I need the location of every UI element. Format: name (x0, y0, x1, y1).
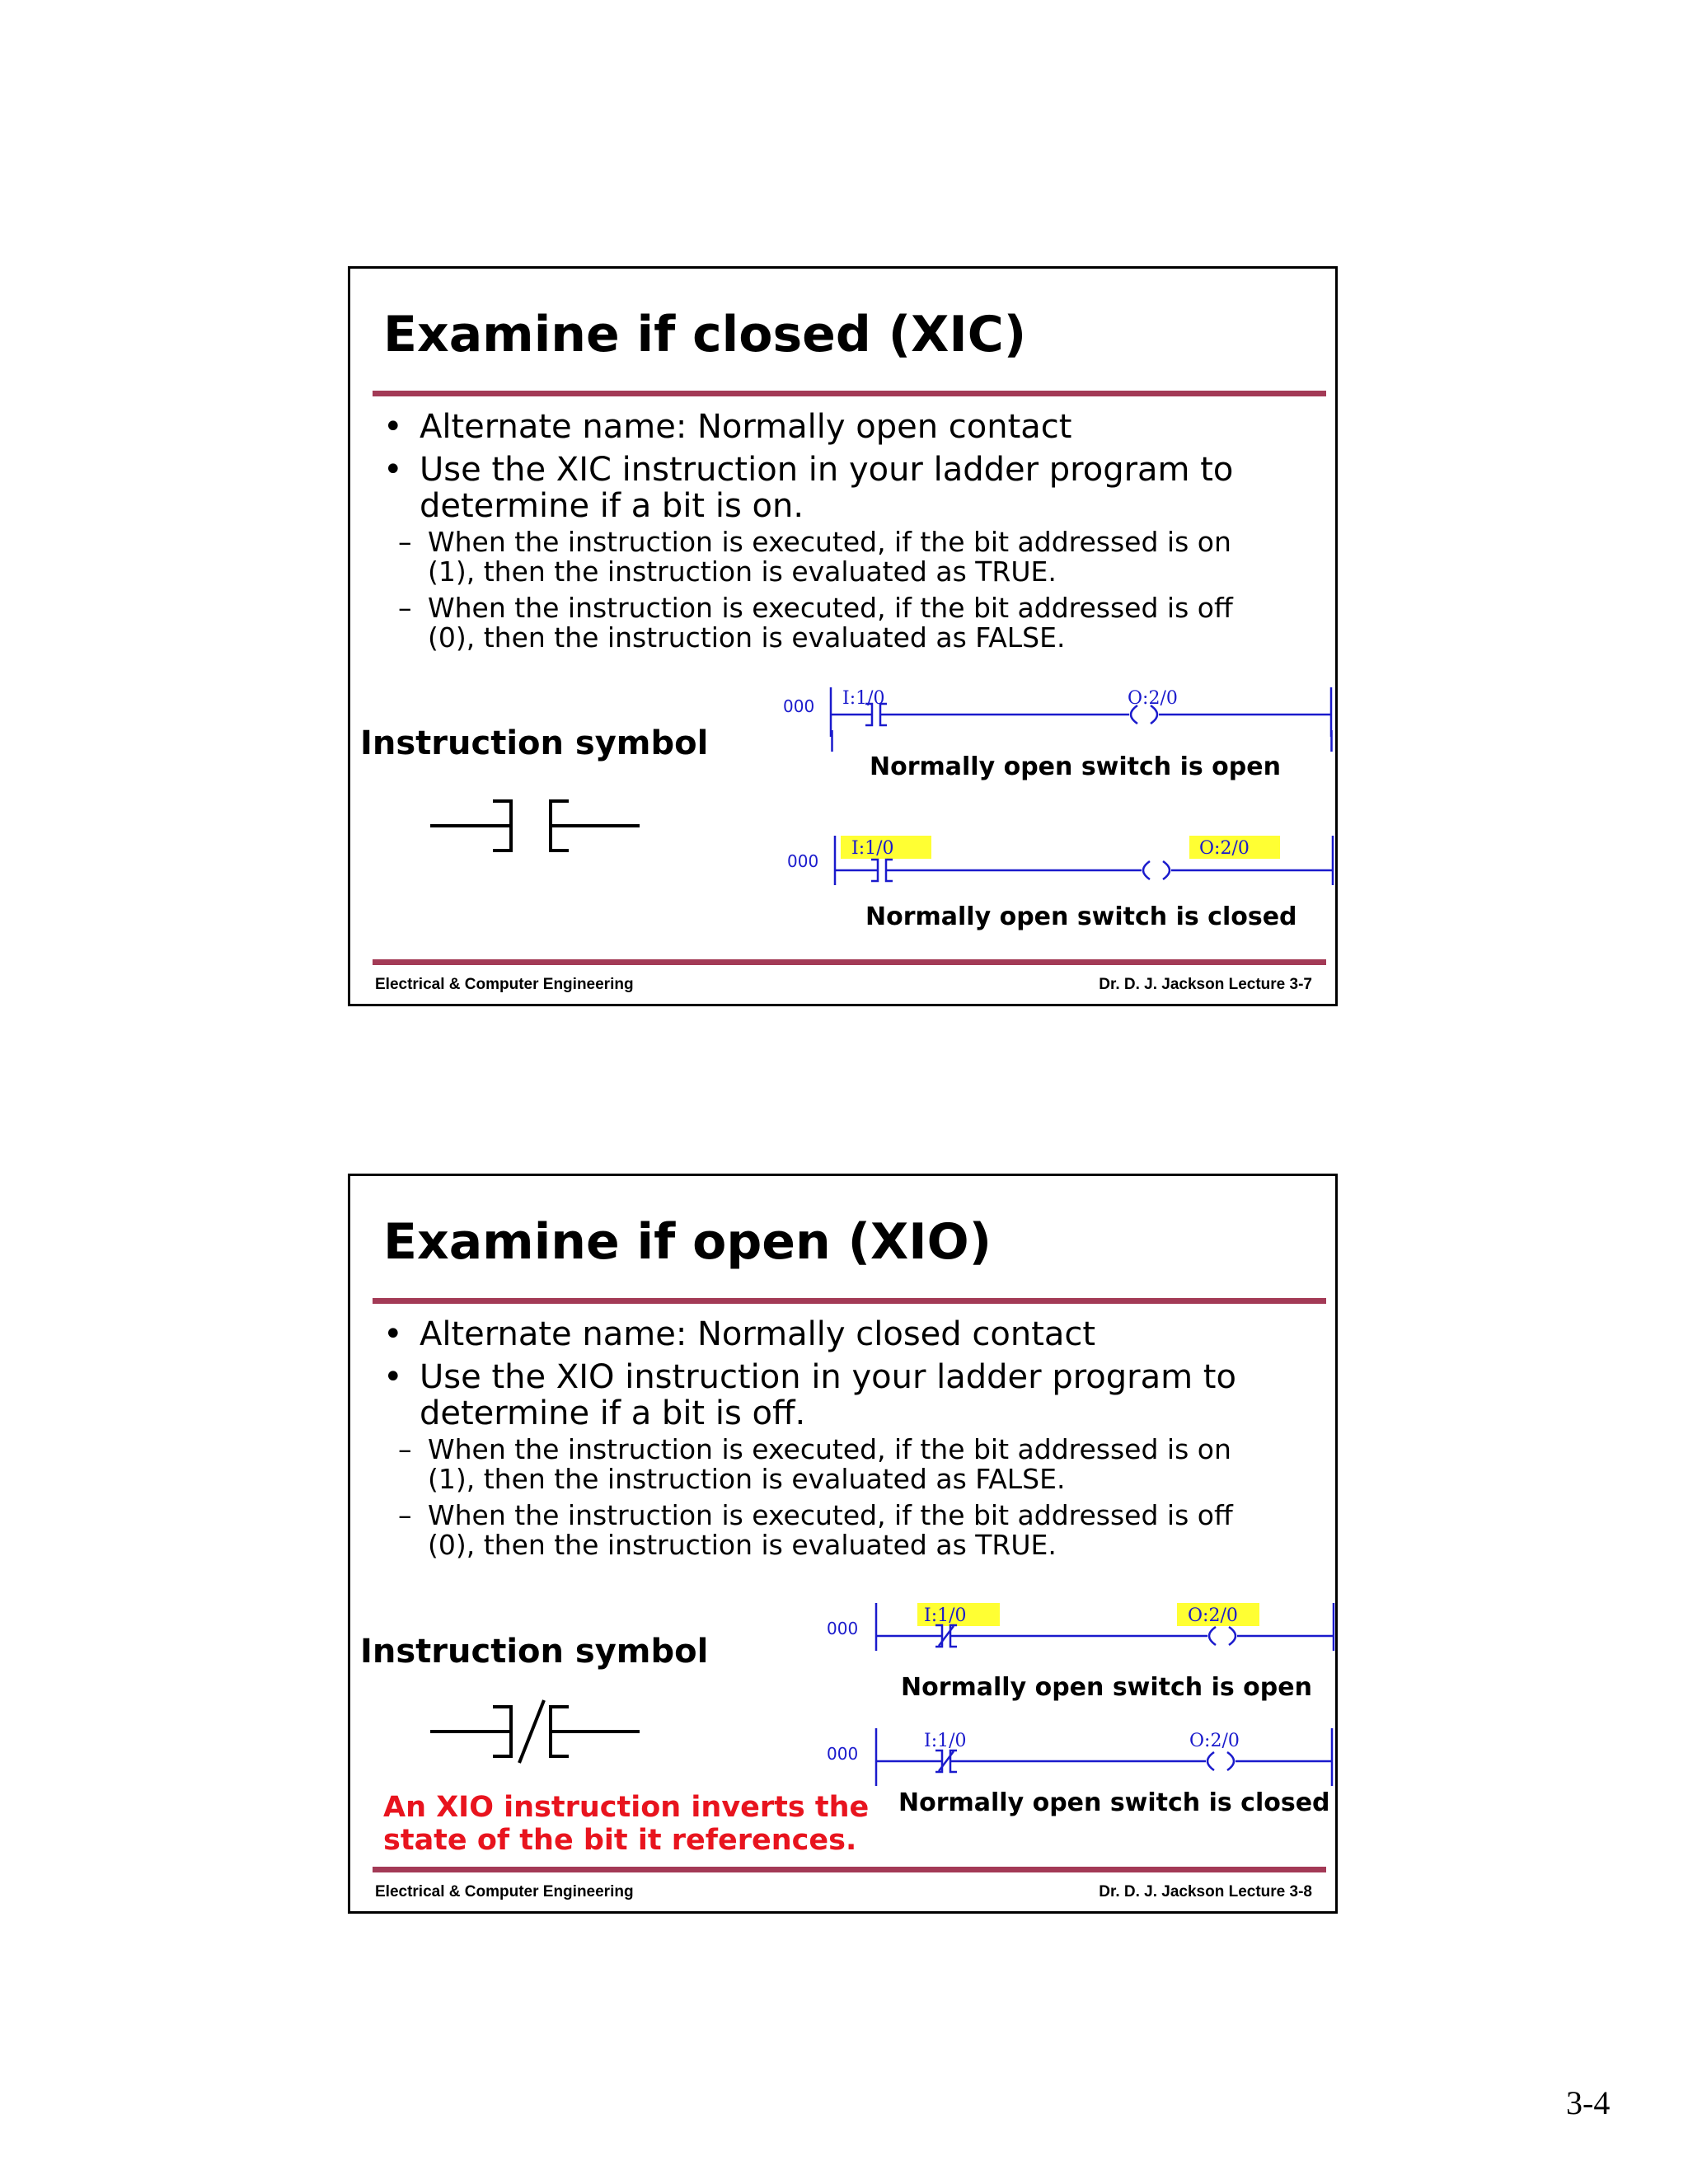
page-number: 3-4 (1566, 2084, 1611, 2121)
xio-note: An XIO instruction inverts the state of the bit it references. (383, 1791, 870, 1857)
slide-xio (348, 1174, 1338, 1914)
ladder-rung (783, 687, 1335, 737)
footer-rule (373, 1867, 1326, 1872)
bullet-text: Use the XIC instruction in your ladder program to determine if a bit is on. (420, 451, 1234, 525)
title-rule (373, 391, 1326, 396)
slide-title: Examine if closed (XIC) (383, 306, 1027, 363)
bullet-item (383, 409, 1315, 445)
ladder-rung (827, 1595, 1338, 1652)
bullet-item (383, 1316, 1315, 1352)
output-tag: O:2/0 (1128, 688, 1178, 709)
footer-left: Electrical & Computer Engineering (375, 976, 634, 993)
xio-symbol-icon (429, 1699, 643, 1765)
bullet-text: Alternate name: Normally closed contact (420, 1315, 1096, 1353)
rung-number: 000 (787, 851, 819, 871)
rung-caption: Normally open switch is closed (898, 1788, 1330, 1817)
output-tag: O:2/0 (1189, 1731, 1240, 1751)
footer-rule (373, 959, 1326, 965)
rail-extension (1330, 730, 1333, 752)
bullet-item (383, 1359, 1315, 1560)
footer-left: Electrical & Computer Engineering (375, 1883, 634, 1900)
bullet-item (383, 452, 1315, 653)
sub-bullet-line: (1), then the instruction is evaluated as FALSE. (428, 1463, 1066, 1495)
sub-bullet-list (420, 1435, 1315, 1560)
input-tag: I:1/0 (842, 688, 885, 709)
rung-caption: Normally open switch is closed (865, 902, 1297, 931)
footer-right: Dr. D. J. Jackson Lecture 3-7 (1099, 976, 1312, 993)
ladder-rung (827, 1720, 1338, 1788)
sub-bullet-line: (0), then the instruction is evaluated as TRUE. (428, 1529, 1057, 1561)
instruction-symbol-label: Instruction symbol (360, 724, 709, 762)
rail-extension (831, 730, 833, 752)
xic-symbol-icon (429, 793, 643, 859)
rung-caption: Normally open switch is open (870, 752, 1281, 781)
rung-number: 000 (827, 1744, 859, 1764)
sub-bullet-line: – When the instruction is executed, if the bit addressed is on (428, 1433, 1231, 1465)
bullet-list (383, 409, 1315, 659)
input-tag: I:1/0 (924, 1731, 967, 1751)
sub-bullet-item (383, 527, 1315, 587)
ladder-rung (787, 836, 1335, 885)
input-tag: I:1/0 (851, 838, 894, 859)
footer-right: Dr. D. J. Jackson Lecture 3-8 (1099, 1883, 1312, 1900)
slide-title: Examine if open (XIO) (383, 1213, 992, 1271)
ladder-rails-icon (831, 687, 1331, 737)
sub-bullet-item (383, 1435, 1315, 1494)
instruction-symbol-label: Instruction symbol (360, 1633, 709, 1671)
bullet-text: Use the XIO instruction in your ladder program to determine if a bit is off. (420, 1358, 1236, 1432)
output-tag: O:2/0 (1188, 1605, 1238, 1626)
output-tag: O:2/0 (1199, 838, 1250, 859)
sub-bullet-line: (0), then the instruction is evaluated as FALSE. (428, 621, 1066, 654)
sub-bullet-line: (1), then the instruction is evaluated as TRUE. (428, 555, 1057, 588)
rung-number: 000 (783, 696, 815, 716)
bullet-text: Alternate name: Normally open contact (420, 408, 1072, 446)
sub-bullet-list (420, 527, 1315, 653)
sub-bullet-line: – When the instruction is executed, if the bit addressed is on (428, 526, 1231, 558)
rung-caption: Normally open switch is open (901, 1673, 1312, 1702)
sub-bullet-item (383, 1501, 1315, 1560)
sub-bullet-line: – When the instruction is executed, if the bit addressed is off (428, 592, 1233, 624)
input-tag: I:1/0 (924, 1605, 967, 1626)
sub-bullet-line: – When the instruction is executed, if the bit addressed is off (428, 1499, 1233, 1531)
sub-bullet-item (383, 593, 1315, 653)
rung-number: 000 (827, 1619, 859, 1638)
bullet-list (383, 1316, 1315, 1567)
title-rule (373, 1298, 1326, 1304)
slide-xic (348, 266, 1338, 1006)
